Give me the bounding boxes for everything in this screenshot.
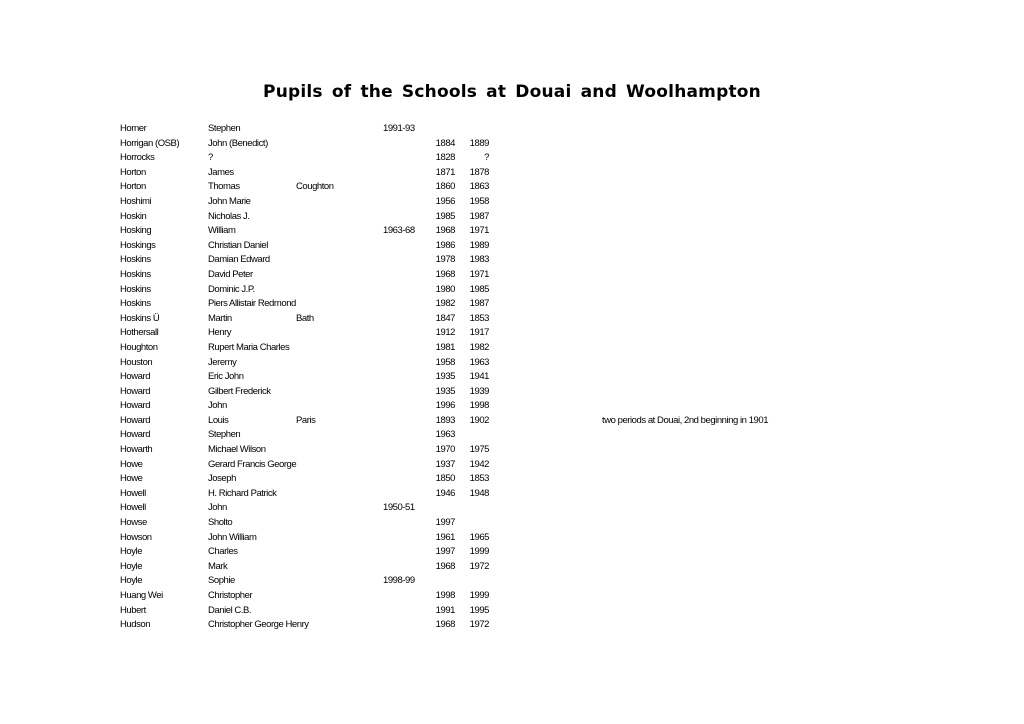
place-cell: Bath <box>296 312 314 324</box>
start-cell: 1970 <box>435 444 455 456</box>
surname-cell: Hubert <box>120 604 146 616</box>
start-cell: 1997 <box>435 517 455 529</box>
list-item <box>0 210 1024 225</box>
end-cell: 1985 <box>469 283 489 295</box>
end-cell: 1941 <box>469 371 489 383</box>
surname-cell: Horner <box>120 123 147 134</box>
surname-cell: Howell <box>120 487 146 499</box>
forenames-cell: John William <box>208 531 257 543</box>
forenames-cell: Joseph <box>208 473 236 485</box>
forenames-cell: John (Benedict) <box>208 137 268 149</box>
start-cell: 1935 <box>435 385 455 397</box>
start-cell: 1935 <box>435 371 455 383</box>
surname-cell: Howe <box>120 458 143 470</box>
end-cell: 1982 <box>469 341 489 353</box>
forenames-cell: Sholto <box>208 517 233 529</box>
place-cell: Coughton <box>296 181 334 193</box>
end-cell: ? <box>484 152 489 164</box>
start-cell: 1946 <box>435 487 455 499</box>
forenames-cell: Gilbert Frederick <box>208 385 271 397</box>
place-cell: Paris <box>296 414 316 426</box>
end-cell: 1995 <box>469 604 489 616</box>
list-item <box>0 589 1024 604</box>
list-item <box>0 458 1024 473</box>
list-item <box>0 574 1024 589</box>
surname-cell: Howarth <box>120 444 153 456</box>
end-cell: 1889 <box>469 137 489 149</box>
end-cell: 1987 <box>469 298 489 310</box>
surname-cell: Houghton <box>120 341 158 353</box>
surname-cell: Hoyle <box>120 560 143 572</box>
forenames-cell: ? <box>208 152 213 164</box>
forenames-cell: John <box>208 400 227 412</box>
list-item <box>0 341 1024 356</box>
forenames-cell: William <box>208 225 236 237</box>
start-cell: 1850 <box>435 473 455 485</box>
note1-cell: 1950-51 <box>383 502 415 514</box>
surname-cell: Howson <box>120 531 152 543</box>
forenames-cell: John <box>208 502 227 514</box>
surname-cell: Howard <box>120 400 151 412</box>
forenames-cell: Mark <box>208 560 228 572</box>
list-item <box>0 195 1024 210</box>
forenames-cell: Christian Daniel <box>208 239 268 251</box>
note1-cell: 1963-68 <box>383 225 415 237</box>
list-item <box>0 122 1024 137</box>
list-item <box>0 618 1024 633</box>
start-cell: 1860 <box>435 181 455 193</box>
list-item <box>0 531 1024 546</box>
start-cell: 1968 <box>435 619 455 631</box>
surname-cell: Hudson <box>120 619 151 631</box>
start-cell: 1937 <box>435 458 455 470</box>
forenames-cell: Nicholas J. <box>208 210 250 222</box>
start-cell: 1978 <box>435 254 455 266</box>
list-item <box>0 283 1024 298</box>
forenames-cell: H. Richard Patrick <box>208 487 277 499</box>
end-cell: 1971 <box>469 268 489 280</box>
forenames-cell: Christopher <box>208 590 253 601</box>
end-cell: 1972 <box>469 619 489 631</box>
end-cell: 1963 <box>469 356 489 368</box>
start-cell: 1893 <box>435 414 455 426</box>
end-cell: 1902 <box>469 414 489 426</box>
surname-cell: Hoskins <box>120 268 151 280</box>
surname-cell: Hosking <box>120 225 152 237</box>
forenames-cell: Rupert Maria Charles <box>208 341 290 353</box>
end-cell: 1965 <box>469 531 489 543</box>
end-cell: 1971 <box>469 225 489 237</box>
surname-cell: Howard <box>120 414 151 426</box>
start-cell: 1986 <box>435 239 455 251</box>
list-item <box>0 326 1024 341</box>
surname-cell: Howe <box>120 473 143 485</box>
end-cell: 1948 <box>469 487 489 499</box>
surname-cell: Horrocks <box>120 152 155 164</box>
list-item <box>0 428 1024 443</box>
forenames-cell: Jeremy <box>208 356 237 368</box>
end-cell: 1917 <box>469 327 489 339</box>
list-item <box>0 239 1024 254</box>
surname-cell: Hoskins Ü <box>120 312 160 324</box>
forenames-cell: David Peter <box>208 268 253 280</box>
end-cell: 1853 <box>469 473 489 485</box>
forenames-cell: Dominic J.P. <box>208 283 255 295</box>
start-cell: 1958 <box>435 356 455 368</box>
list-item <box>0 399 1024 414</box>
end-cell: 1853 <box>469 312 489 324</box>
surname-cell: Howell <box>120 502 146 514</box>
end-cell: 1863 <box>469 181 489 193</box>
start-cell: 1980 <box>435 283 455 295</box>
list-item <box>0 414 1024 429</box>
forenames-cell: Daniel C.B. <box>208 604 252 616</box>
forenames-cell: Henry <box>208 327 232 339</box>
end-cell: 1998 <box>469 400 489 412</box>
surname-cell: Hoskings <box>120 239 156 251</box>
start-cell: 1871 <box>435 166 455 178</box>
list-item <box>0 370 1024 385</box>
start-cell: 1968 <box>435 268 455 280</box>
list-item <box>0 166 1024 181</box>
end-cell: 1987 <box>469 210 489 222</box>
forenames-cell: Martin <box>208 312 232 324</box>
surname-cell: Hoskins <box>120 283 151 295</box>
list-item <box>0 604 1024 619</box>
list-item <box>0 516 1024 531</box>
forenames-cell: Michael Wilson <box>208 444 266 456</box>
forenames-cell: Stephen <box>208 123 241 134</box>
forenames-cell: Sophie <box>208 575 235 587</box>
end-cell: 1878 <box>469 166 489 178</box>
start-cell: 1985 <box>435 210 455 222</box>
start-cell: 1968 <box>435 225 455 237</box>
surname-cell: Hoyle <box>120 546 143 558</box>
surname-cell: Howard <box>120 371 151 383</box>
note1-cell: 1991-93 <box>383 123 415 134</box>
list-item <box>0 545 1024 560</box>
start-cell: 1956 <box>435 195 455 207</box>
start-cell: 1997 <box>435 546 455 558</box>
list-item <box>0 560 1024 575</box>
start-cell: 1996 <box>435 400 455 412</box>
end-cell: 1939 <box>469 385 489 397</box>
surname-cell: Hothersall <box>120 327 159 339</box>
note1-cell: 1998-99 <box>383 575 415 587</box>
page-title: Pupils of the Schools at Douai and Woolhampton <box>263 82 761 102</box>
list-item <box>0 472 1024 487</box>
list-item <box>0 501 1024 516</box>
list-item <box>0 443 1024 458</box>
start-cell: 1828 <box>435 152 455 164</box>
start-cell: 1981 <box>435 341 455 353</box>
surname-cell: Hoskins <box>120 298 151 310</box>
end-cell: 1958 <box>469 195 489 207</box>
forenames-cell: Stephen <box>208 429 241 441</box>
forenames-cell: Damian Edward <box>208 254 270 266</box>
start-cell: 1884 <box>435 137 455 149</box>
forenames-cell: Piers Allistair Redmond <box>208 298 296 310</box>
end-cell: 1999 <box>469 546 489 558</box>
remark-cell: two periods at Douai, 2nd beginning in 1901 <box>602 414 769 426</box>
list-item <box>0 253 1024 268</box>
surname-cell: Horton <box>120 181 146 193</box>
end-cell: 1942 <box>469 458 489 470</box>
surname-cell: Howse <box>120 517 147 529</box>
list-item <box>0 224 1024 239</box>
end-cell: 1972 <box>469 560 489 572</box>
end-cell: 1989 <box>469 239 489 251</box>
forenames-cell: Charles <box>208 546 238 558</box>
list-item <box>0 312 1024 327</box>
end-cell: 1975 <box>469 444 489 456</box>
forenames-cell: Thomas <box>208 181 240 193</box>
surname-cell: Hoshimi <box>120 195 152 207</box>
surname-cell: Hoyle <box>120 575 143 587</box>
forenames-cell: Gerard Francis George <box>208 458 297 470</box>
forenames-cell: Louis <box>208 414 229 426</box>
list-item <box>0 180 1024 195</box>
list-item <box>0 137 1024 152</box>
start-cell: 1982 <box>435 298 455 310</box>
start-cell: 1968 <box>435 560 455 572</box>
start-cell: 1963 <box>435 429 455 441</box>
end-cell: 1999 <box>469 590 489 601</box>
surname-cell: Horrigan (OSB) <box>120 137 180 149</box>
surname-cell: Howard <box>120 385 151 397</box>
list-item <box>0 356 1024 371</box>
forenames-cell: Eric John <box>208 371 244 383</box>
surname-cell: Hoskin <box>120 210 147 222</box>
forenames-cell: James <box>208 166 234 178</box>
pupil-list <box>0 122 1024 633</box>
surname-cell: Hoskins <box>120 254 151 266</box>
surname-cell: Houston <box>120 356 153 368</box>
list-item <box>0 297 1024 312</box>
start-cell: 1961 <box>435 531 455 543</box>
forenames-cell: John Marie <box>208 195 251 207</box>
start-cell: 1847 <box>435 312 455 324</box>
list-item <box>0 487 1024 502</box>
start-cell: 1912 <box>435 327 455 339</box>
forenames-cell: Christopher George Henry <box>208 619 309 631</box>
list-item <box>0 151 1024 166</box>
surname-cell: Horton <box>120 166 146 178</box>
end-cell: 1983 <box>469 254 489 266</box>
surname-cell: Howard <box>120 429 151 441</box>
surname-cell: Huang Wei <box>120 590 163 601</box>
list-item <box>0 385 1024 400</box>
start-cell: 1998 <box>435 590 455 601</box>
list-item <box>0 268 1024 283</box>
start-cell: 1991 <box>435 604 455 616</box>
